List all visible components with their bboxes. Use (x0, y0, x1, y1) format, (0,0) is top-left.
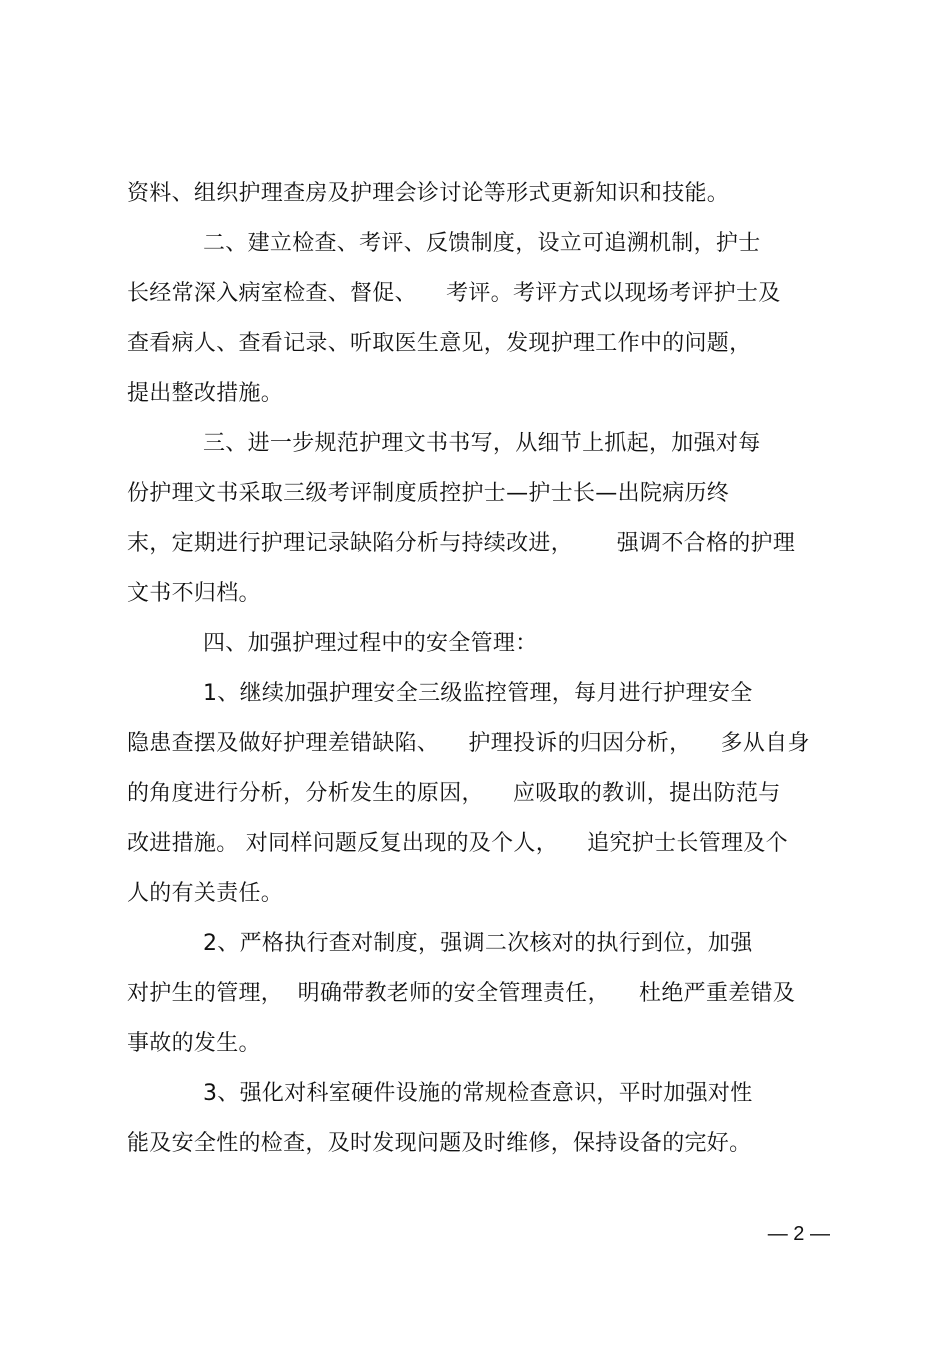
text-line: 人的有关责任。 (127, 881, 284, 906)
text-line: 资料、组织护理查房及护理会诊讨论等形式更新知识和技能。 (127, 181, 730, 206)
section-heading-line: 三、进一步规范护理文书书写，从细节上抓起，加强对每 (203, 431, 761, 456)
text-line: 查看病人、查看记录、听取医生意见，发现护理工作中的问题， (127, 331, 752, 356)
item-heading-line: 2、严格执行查对制度，强调二次核对的执行到位，加强 (203, 931, 753, 956)
text-line: 改进措施。 对同样问题反复出现的及个人， 追究护士长管理及个 (127, 831, 788, 856)
section-heading-line: 四、加强护理过程中的安全管理： (203, 631, 538, 656)
item-heading-line: 1、继续加强护理安全三级监控管理，每月进行护理安全 (203, 681, 753, 706)
section-heading-line: 二、建立检查、考评、反馈制度，设立可追溯机制，护士 (203, 231, 761, 256)
text-line: 长经常深入病室检查、督促、 考评。考评方式以现场考评护士及 (127, 281, 781, 306)
text-line: 隐患查摆及做好护理差错缺陷、 护理投诉的归因分析， 多从自身 (127, 731, 810, 756)
text-line: 对护生的管理， 明确带教老师的安全管理责任， 杜绝严重差错及 (127, 981, 796, 1006)
text-line: 份护理文书采取三级考评制度质控护士—护士长—出院病历终 (127, 481, 730, 506)
page-number: — 2 — (767, 1223, 830, 1245)
text-line: 的角度进行分析，分析发生的原因， 应吸取的教训，提出防范与 (127, 781, 781, 806)
text-line: 末，定期进行护理记录缺陷分析与持续改进， 强调不合格的护理 (127, 531, 796, 556)
item-heading-line: 3、强化对科室硬件设施的常规检查意识，平时加强对性 (203, 1081, 753, 1106)
text-line: 能及安全性的检查，及时发现问题及时维修，保持设备的完好。 (127, 1131, 752, 1156)
text-line: 文书不归档。 (127, 581, 261, 606)
text-line: 提出整改措施。 (127, 381, 284, 406)
text-line: 事故的发生。 (127, 1031, 261, 1056)
